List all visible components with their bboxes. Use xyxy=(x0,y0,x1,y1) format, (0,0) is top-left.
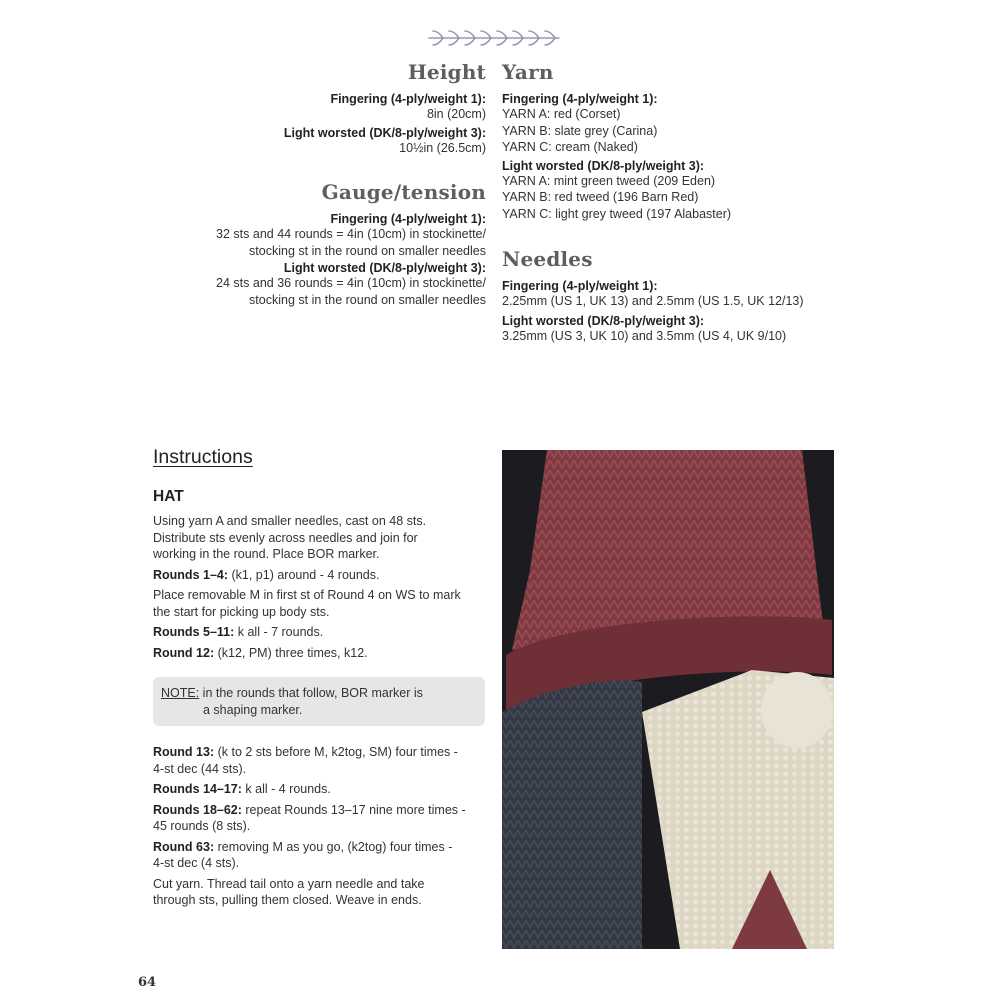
hat-heading: HAT xyxy=(153,488,184,505)
instructions-heading: Instructions xyxy=(153,446,253,468)
round-label: Rounds 5–11: xyxy=(153,625,235,639)
gauge-fingering-line: 32 sts and 44 rounds = 4in (10cm) in stockinette/ xyxy=(216,227,486,241)
finish-line: Cut yarn. Thread tail onto a yarn needle and take xyxy=(153,876,425,891)
yarn-line: YARN A: red (Corset) xyxy=(502,107,621,121)
round-63 xyxy=(153,839,493,872)
round-12 xyxy=(153,645,493,662)
yarn-worsted-label: Light worsted (DK/8-ply/weight 3): xyxy=(502,158,705,173)
round-text: removing M as you go, (k2tog) four times - xyxy=(214,839,453,854)
intro-line: working in the round. Place BOR marker. xyxy=(153,547,380,561)
body-shape xyxy=(502,680,642,949)
round-label: Rounds 14–17: xyxy=(153,782,242,796)
height-heading: Height xyxy=(407,60,486,84)
marker-line: Place removable M in first st of Round 4 on WS to mark xyxy=(153,588,461,602)
yarn-heading: Yarn xyxy=(502,60,554,84)
note-box xyxy=(153,677,485,726)
round-text: (k1, p1) around - 4 rounds. xyxy=(228,567,380,582)
round-label: Rounds 1–4: xyxy=(153,567,229,582)
height-fingering-value: 8in (20cm) xyxy=(426,107,486,121)
needles-worsted-line: 3.25mm (US 3, UK 10) and 3.5mm (US 4, UK 9/10) xyxy=(502,328,787,343)
intro-line: Using yarn A and smaller needles, cast on 48 sts. xyxy=(153,514,427,528)
laurel-sprig-icon xyxy=(425,26,563,50)
needles-worsted-label: Light worsted (DK/8-ply/weight 3): xyxy=(502,313,705,328)
round-text: 4-st dec (44 sts). xyxy=(153,761,247,776)
finish-line: through sts, pulling them closed. Weave in ends. xyxy=(153,893,422,907)
round-text: (k to 2 sts before M, k2tog, SM) four times - xyxy=(214,745,458,759)
note-text: a shaping marker. xyxy=(203,703,303,717)
page-number: 64 xyxy=(138,975,157,990)
yarn-line: YARN C: cream (Naked) xyxy=(502,140,638,154)
nose-shape xyxy=(761,672,833,748)
marker-paragraph xyxy=(153,587,493,620)
gauge-worsted-label: Light worsted (DK/8-ply/weight 3): xyxy=(283,261,486,275)
height-worsted-value: 10½in (26.5cm) xyxy=(399,140,486,155)
round-text: repeat Rounds 13–17 nine more times - xyxy=(241,802,466,817)
needles-heading: Needles xyxy=(502,247,593,271)
gauge-section xyxy=(140,212,486,308)
round-text: 45 rounds (8 sts). xyxy=(153,819,251,833)
height-worsted-label: Light worsted (DK/8-ply/weight 3): xyxy=(283,125,486,140)
needles-fingering-label: Fingering (4-ply/weight 1): xyxy=(502,279,658,293)
needles-fingering-line: 2.25mm (US 1, UK 13) and 2.5mm (US 1.5, UK 12/13) xyxy=(502,294,804,308)
gauge-heading: Gauge/tension xyxy=(321,180,486,204)
yarn-line: YARN A: mint green tweed (209 Eden) xyxy=(502,173,716,188)
gauge-fingering-line: stocking st in the round on smaller needles xyxy=(249,243,486,258)
round-text: k all - 7 rounds. xyxy=(234,625,324,639)
round-label: Rounds 18–62: xyxy=(153,802,242,817)
intro-paragraph xyxy=(153,513,493,563)
intro-line: Distribute sts evenly across needles and join for xyxy=(153,530,418,545)
round-text: k all - 4 rounds. xyxy=(241,782,331,796)
gauge-fingering-label: Fingering (4-ply/weight 1): xyxy=(330,212,486,226)
yarn-line: YARN B: slate grey (Carina) xyxy=(502,123,658,138)
round-14-17 xyxy=(153,781,493,798)
gauge-worsted-line: stocking st in the round on smaller needles xyxy=(249,292,486,307)
marker-line: the start for picking up body sts. xyxy=(153,604,330,619)
instructions-body-top xyxy=(153,513,493,665)
yarn-section xyxy=(502,92,862,222)
gnome-photo xyxy=(502,450,834,949)
height-fingering-label: Fingering (4-ply/weight 1): xyxy=(330,92,486,106)
round-label: Round 13: xyxy=(153,745,215,759)
round-18-62 xyxy=(153,802,493,835)
yarn-fingering-label: Fingering (4-ply/weight 1): xyxy=(502,92,658,106)
finish-paragraph xyxy=(153,876,493,909)
gauge-worsted-line: 24 sts and 36 rounds = 4in (10cm) in stockinette/ xyxy=(216,276,486,290)
round-text: 4-st dec (4 sts). xyxy=(153,856,240,870)
round-1-4 xyxy=(153,567,493,584)
round-text: (k12, PM) three times, k12. xyxy=(214,645,368,660)
round-5-11 xyxy=(153,624,493,641)
round-label: Round 12: xyxy=(153,645,215,660)
instructions-body-bottom xyxy=(153,744,493,913)
height-section xyxy=(140,92,486,156)
round-13 xyxy=(153,744,493,777)
yarn-line: YARN B: red tweed (196 Barn Red) xyxy=(502,190,699,204)
round-label: Round 63: xyxy=(153,839,215,854)
note-text: in the rounds that follow, BOR marker is xyxy=(199,686,423,700)
yarn-line: YARN C: light grey tweed (197 Alabaster) xyxy=(502,206,732,221)
note-key: NOTE: xyxy=(161,686,200,700)
needles-section xyxy=(502,279,862,344)
